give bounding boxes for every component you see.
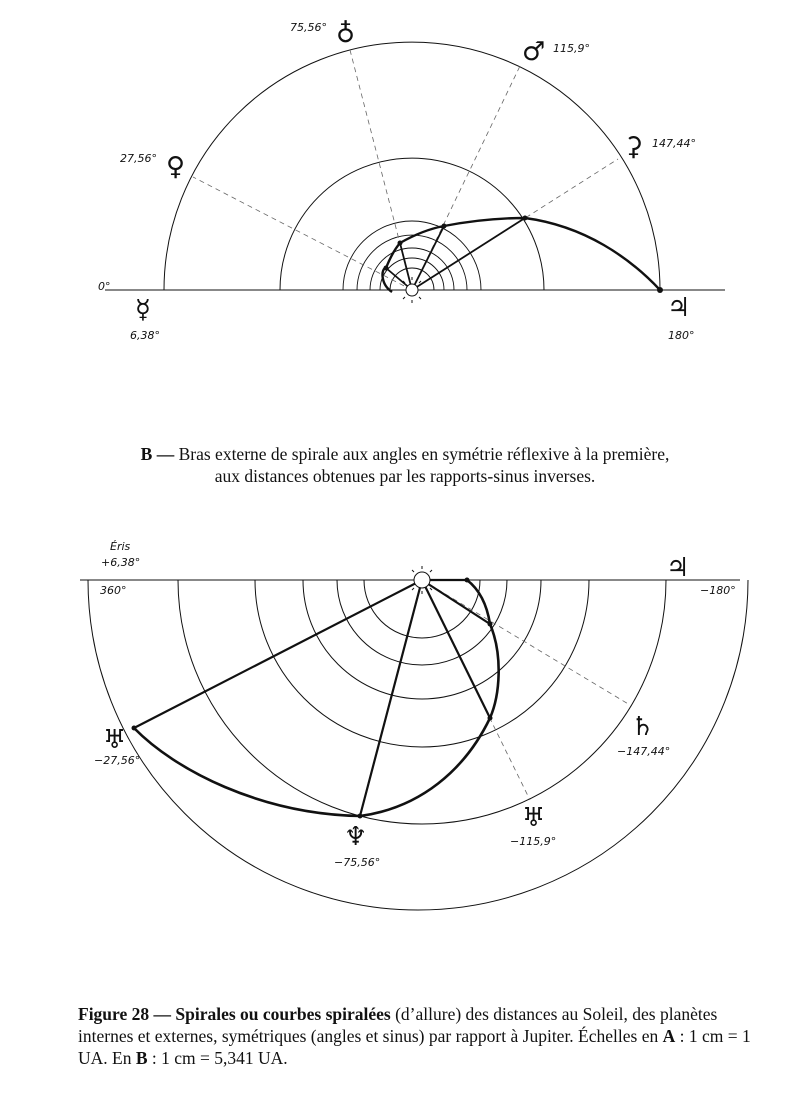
point (465, 578, 470, 583)
uranus-angle-label: 75,56° (290, 21, 327, 34)
point (523, 216, 528, 221)
spiral-curve-a (382, 218, 660, 292)
scale-a-letter: A (662, 1026, 676, 1046)
point (384, 266, 389, 271)
point (398, 241, 403, 246)
arc-ring (255, 580, 589, 747)
earth-angle-label: 27,56° (120, 152, 157, 165)
ray-dashed (193, 177, 412, 290)
pluto-angle-label: −115,9° (510, 835, 557, 848)
point (358, 814, 363, 819)
point (657, 287, 663, 293)
neptune-angle-label: −75,56° (334, 856, 381, 869)
saturn-angle-label: −147,44° (617, 745, 671, 758)
eris-name-label: Éris (110, 540, 131, 553)
jupiter-symbol-icon: ♃ (666, 553, 690, 583)
arc-mid-a (280, 158, 544, 290)
point (488, 716, 493, 721)
point (488, 622, 493, 627)
venus-symbol-icon: ♀ (166, 152, 186, 182)
point (442, 224, 447, 229)
figure-caption (78, 1003, 768, 1069)
scale-b-text: : 1 cm = 5,341 UA. (147, 1048, 288, 1068)
caption-b-letter: B — (140, 444, 175, 464)
eris-angle-label: +6,38° (101, 556, 141, 569)
uranus-angle-label: −27,56° (94, 754, 141, 767)
figure-caption-text: (d’allure) des distances au Soleil, des planètes internes et externes, symétriques (angles et sinus) par rapport à Jupiter. Échelles en (78, 1004, 718, 1046)
arc-outer-a (164, 42, 660, 290)
arc-ring (357, 235, 467, 290)
uranus-symbol-icon: ♅ (103, 725, 127, 755)
ceres-angle-label: 147,44° (652, 137, 696, 150)
figure-caption-title: Figure 28 — Spirales ou courbes spiralées (78, 1004, 391, 1024)
ceres-symbol-icon: ⚳ (624, 132, 644, 162)
mars-symbol-icon: ♂ (522, 37, 546, 67)
spoke (400, 243, 412, 290)
point (132, 726, 137, 731)
angle-360-label: 360° (100, 584, 127, 597)
caption-b-line2: aux distances obtenues par les rapports-sinus inverses. (214, 466, 596, 486)
mercury-symbol-icon: ☿ (135, 295, 151, 325)
angle-zero-label: 0° (98, 280, 111, 293)
mars-angle-label: 115,9° (553, 42, 590, 55)
caption-b (60, 443, 750, 487)
spiral-curve-b (134, 580, 499, 816)
pluto-symbol-icon: ♅ (522, 803, 546, 833)
jupiter-angle-label: 180° (668, 329, 695, 342)
diagram-a (105, 42, 725, 303)
arc-ring (364, 580, 480, 638)
uranus-symbol-icon: ♁ (336, 19, 356, 49)
scale-b-letter: B (135, 1048, 148, 1068)
spoke (360, 580, 422, 816)
angle-minus180-label: −180° (700, 584, 736, 597)
spoke (134, 580, 422, 728)
jupiter-symbol-icon: ♃ (667, 293, 691, 323)
arc-ring (178, 580, 666, 824)
mercury-angle-label: 6,38° (130, 329, 160, 342)
neptune-symbol-icon: ♆ (344, 822, 368, 852)
caption-b-line1: Bras externe de spirale aux angles en symétrie réflexive à la première, (174, 444, 670, 464)
saturn-symbol-icon: ♄ (631, 712, 655, 742)
scale-a-text: : 1 cm = 1 UA. En (78, 1026, 751, 1068)
